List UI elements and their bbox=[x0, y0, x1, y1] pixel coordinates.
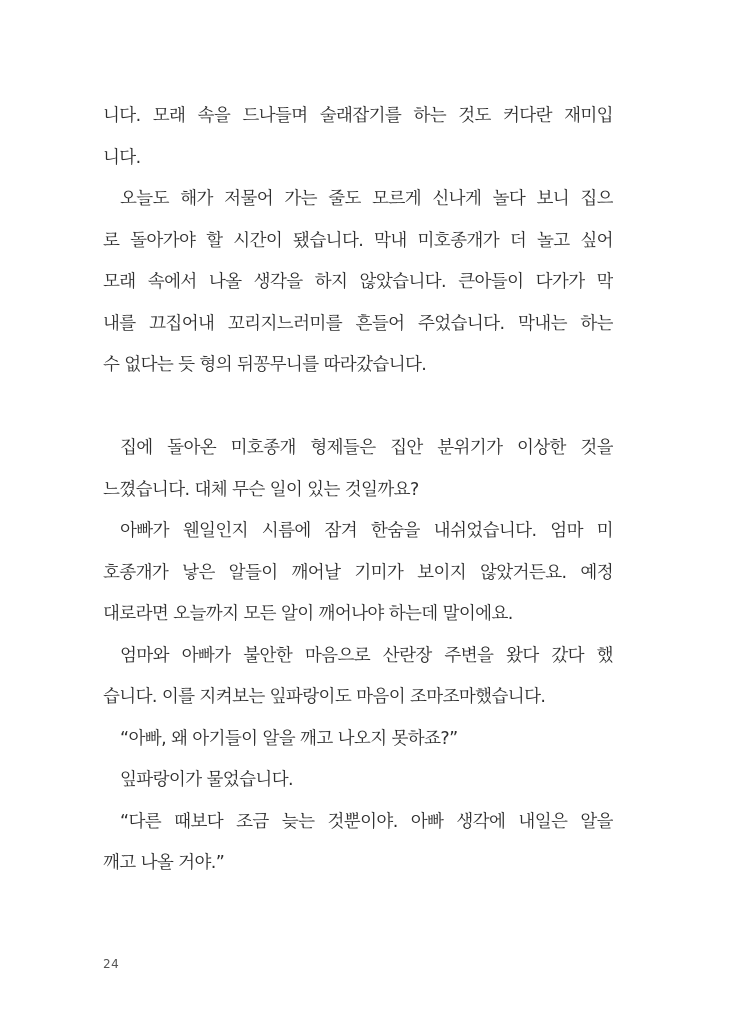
text-line: 엄마와 아빠가 불안한 마음으로 산란장 주변을 왔다 갔다 했 bbox=[120, 645, 613, 666]
text-line: 아빠가 웬일인지 시름에 잠겨 한숨을 내쉬었습니다. 엄마 미 bbox=[120, 521, 613, 541]
text-line: 오늘도 해가 저물어 가는 줄도 모르게 신나게 놀다 보니 집으 bbox=[120, 189, 613, 209]
page-number: 24 bbox=[103, 957, 120, 971]
text-line: 내를 끄집어내 꼬리지느러미를 흔들어 주었습니다. 막내는 하는 bbox=[103, 313, 613, 334]
dialogue-line: “다른 때보다 조금 늦는 것뿐이야. 아빠 생각에 내일은 알을 bbox=[120, 811, 613, 832]
text-line: 로 돌아가야 할 시간이 됐습니다. 막내 미호종개가 더 놀고 싶어 bbox=[103, 230, 613, 251]
text-line: 집에 돌아온 미호종개 형제들은 집안 분위기가 이상한 것을 bbox=[120, 438, 613, 458]
story-text bbox=[103, 96, 613, 885]
dialogue-line: 깨고 나올 거야.” bbox=[103, 853, 225, 873]
text-line: 습니다. 이를 지켜보는 잎파랑이도 마음이 조마조마했습니다. bbox=[103, 687, 546, 707]
text-line: 수 없다는 듯 형의 뒤꽁무니를 따라갔습니다. bbox=[103, 355, 427, 375]
paragraph-gap bbox=[103, 387, 613, 429]
text-line: 니다. bbox=[103, 147, 141, 168]
text-line: 모래 속에서 나올 생각을 하지 않았습니다. 큰아들이 다가가 막 bbox=[103, 272, 613, 292]
text-line: 대로라면 오늘까지 모든 알이 깨어나야 하는데 말이에요. bbox=[103, 604, 513, 624]
text-line: 잎파랑이가 물었습니다. bbox=[120, 770, 293, 790]
text-line: 호종개가 낳은 알들이 깨어날 기미가 보이지 않았거든요. 예정 bbox=[103, 562, 613, 583]
text-line: 느꼈습니다. 대체 무슨 일이 있는 것일까요? bbox=[103, 479, 419, 500]
text-line: 니다. 모래 속을 드나들며 술래잡기를 하는 것도 커다란 재미입 bbox=[103, 106, 613, 126]
dialogue-line: “아빠, 왜 아기들이 알을 깨고 나오지 못하죠?” bbox=[120, 728, 458, 749]
